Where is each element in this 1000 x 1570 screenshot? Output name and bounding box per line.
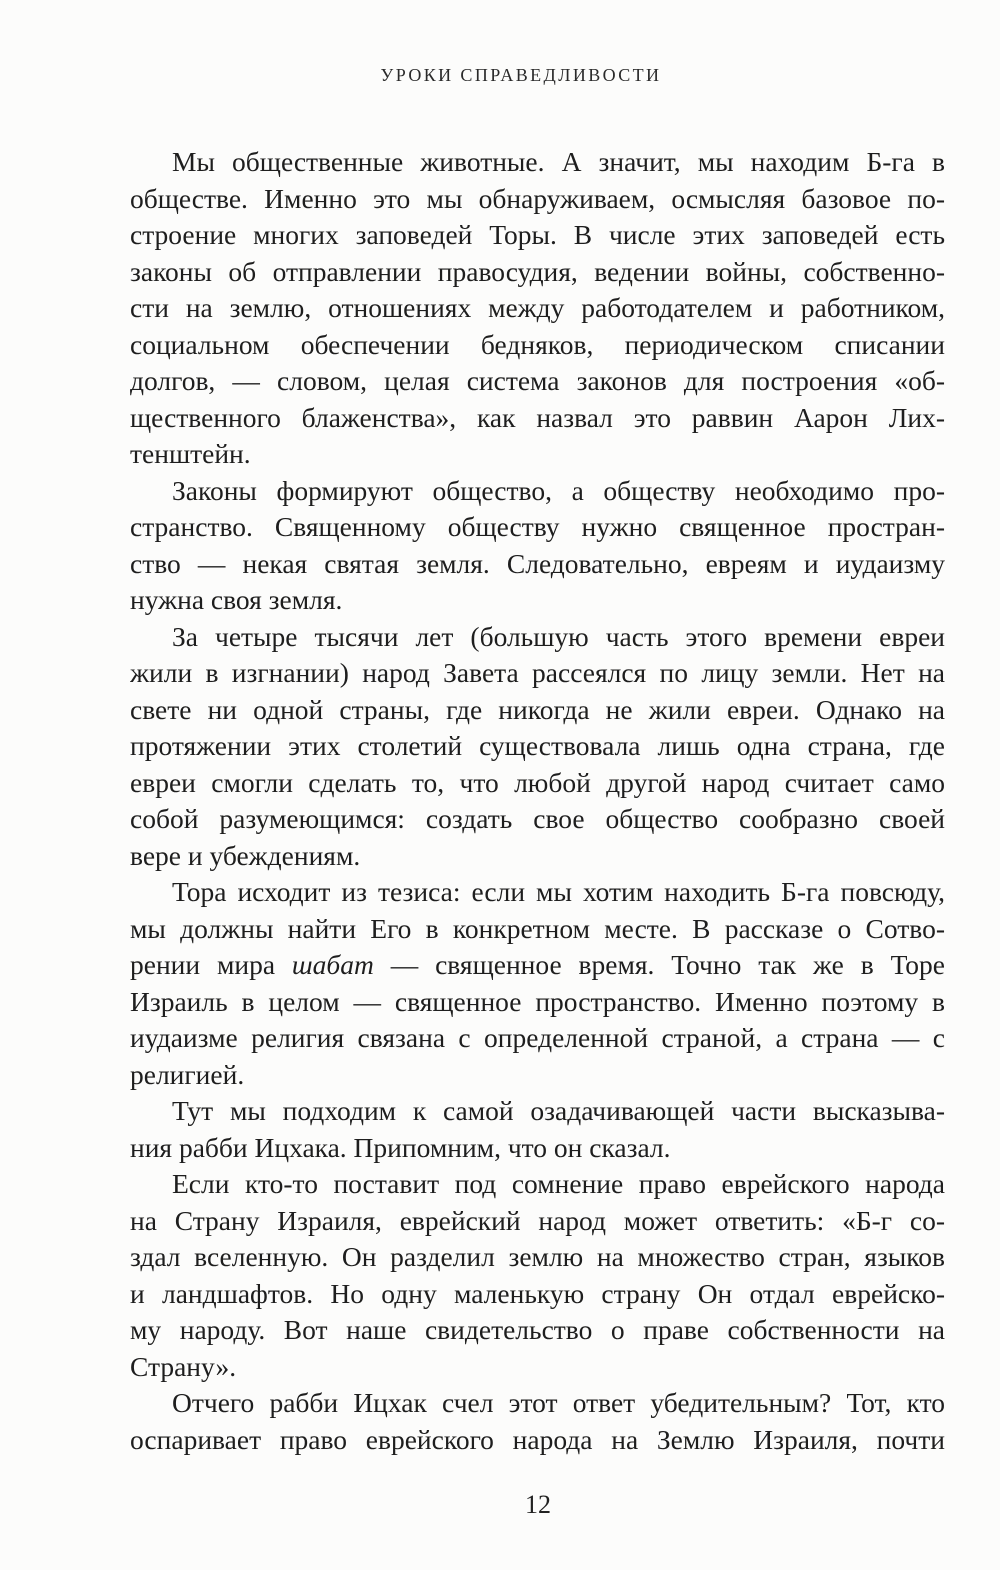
text-line: Страну». <box>130 1350 237 1382</box>
paragraph <box>130 1385 945 1458</box>
text-line: щественного блаженства», как назвал это раввин Аарон Лих- <box>130 401 945 433</box>
text-line <box>130 947 945 984</box>
text-line: свете ни одной страны, где никогда не жили евреи. Однако на <box>130 693 945 725</box>
text-line: иудаизме религия связана с определенной страной, а страна — с <box>130 1022 945 1053</box>
paragraph <box>130 144 945 473</box>
text-line: Если кто-то поставит под сомнение право еврейского народа <box>172 1168 945 1199</box>
text-line: вере и убеждениям. <box>130 839 361 871</box>
running-title: УРОКИ СПРАВЕДЛИВОСТИ <box>380 65 662 85</box>
text-line: и ландшафтов. Но одну маленькую страну Он отдал еврейско- <box>130 1277 945 1309</box>
text-line: Израиль в целом — священное пространство. Именно поэтому в <box>130 985 945 1017</box>
page-number: 12 <box>525 1490 551 1519</box>
text-line: на Страну Израиля, еврейский народ может ответить: «Б-г со- <box>130 1204 945 1236</box>
text-line: мы должны найти Его в конкретном месте. В рассказе о Сотво- <box>130 912 945 944</box>
text-line: му народу. Вот наше свидетельство о праве собственности на <box>130 1314 945 1345</box>
text-line: оспаривает право еврейского народа на Землю Израиля, почти <box>130 1423 945 1455</box>
text-segment: рении мира <box>130 949 292 980</box>
text-line: нужна своя земля. <box>130 584 343 615</box>
text-line: долгов, — словом, целая система законов для построения «об- <box>130 365 945 396</box>
paragraph <box>130 1093 945 1166</box>
text-line: Законы формируют общество, а обществу необходимо про- <box>172 474 945 506</box>
text-line: Тут мы подходим к самой озадачивающей части высказыва- <box>172 1095 945 1126</box>
text-line: тенштейн. <box>130 438 251 469</box>
italic-term: шабат <box>291 949 374 980</box>
paragraph <box>130 1166 945 1385</box>
text-line: протяжении этих столетий существовала лишь одна страна, где <box>130 730 945 761</box>
paragraph <box>130 619 945 875</box>
text-line: Мы общественные животные. А значит, мы находим Б-га в <box>172 146 945 177</box>
text-line: странство. Священному обществу нужно священное простран- <box>130 511 945 542</box>
text-line: Отчего рабби Ицхак счел этот ответ убедительным? Тот, кто <box>172 1387 945 1418</box>
text-line: Тора исходит из тезиса: если мы хотим находить Б-га повсюду, <box>172 876 945 907</box>
text-line: За четыре тысячи лет (большую часть этого времени евреи <box>172 620 945 652</box>
paragraph <box>130 874 945 1093</box>
text-line: обществе. Именно это мы обнаруживаем, осмысляя базовое по- <box>130 182 945 214</box>
text-line: сти на землю, отношениях между работодателем и работником, <box>130 292 945 323</box>
text-line: ство — некая святая земля. Следовательно, евреям и иудаизму <box>130 547 945 579</box>
text-line: здал вселенную. Он разделил землю на множество стран, языков <box>130 1241 945 1272</box>
text-line: ния рабби Ицхака. Припомним, что он сказал. <box>130 1131 671 1163</box>
text-line: евреи смогли сделать то, что любой другой народ считает само <box>130 766 945 798</box>
text-line: строение многих заповедей Торы. В числе этих заповедей есть <box>130 219 945 250</box>
text-line: законы об отправлении правосудия, ведении войны, собственно- <box>130 255 945 287</box>
text-line: социальном обеспечении бедняков, периодическом списании <box>130 328 945 360</box>
text-line: жили в изгнании) народ Завета рассеялся по лицу земли. Нет на <box>130 657 945 688</box>
text-segment: — священное время. Точно так же в Торе <box>373 949 945 980</box>
paragraph <box>130 473 945 619</box>
text-body <box>130 144 945 1458</box>
text-line: религией. <box>130 1058 245 1090</box>
text-line: собой разумеющимся: создать свое общество сообразно своей <box>130 803 945 834</box>
